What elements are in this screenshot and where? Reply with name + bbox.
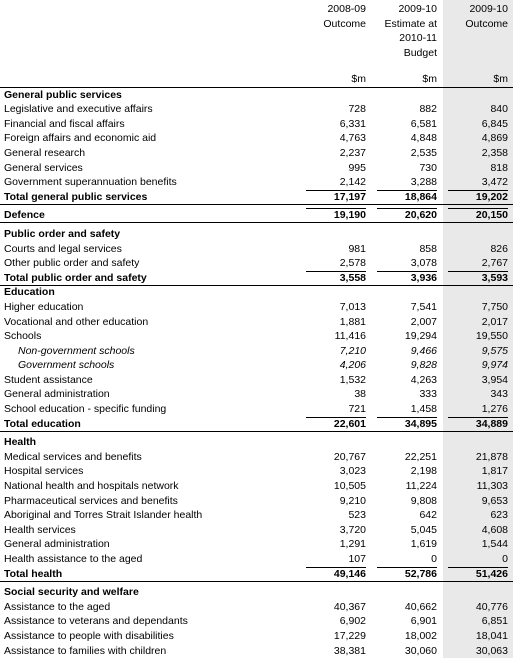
table-header <box>0 0 513 72</box>
column-year: 2008-09 <box>327 3 366 15</box>
value-cell: 3,593 <box>481 271 508 284</box>
value-cell: 20,620 <box>404 209 437 222</box>
row-label: Medical services and benefits <box>4 450 142 463</box>
value-cell: 858 <box>419 242 437 255</box>
value-cell: 18,002 <box>404 629 437 642</box>
value-cell: 30,060 <box>404 644 437 657</box>
value-cell: 11,303 <box>476 480 508 493</box>
row-label: Government superannuation benefits <box>4 176 177 189</box>
value-cell: 9,575 <box>481 344 508 357</box>
value-cell: 22,251 <box>404 450 437 463</box>
total-rule <box>306 567 366 568</box>
value-cell: 2,767 <box>481 257 508 270</box>
total-rule <box>448 208 508 209</box>
value-cell: 4,869 <box>481 132 508 145</box>
value-cell: 40,367 <box>333 600 366 613</box>
total-underline <box>0 204 513 205</box>
table-row <box>0 146 513 161</box>
table-row <box>0 464 513 479</box>
column-subtitle: Outcome <box>323 17 366 30</box>
value-cell: 728 <box>348 103 366 116</box>
value-cell: 343 <box>490 388 508 401</box>
column-subtitle: Outcome <box>465 17 508 30</box>
value-cell: 1,276 <box>481 403 508 416</box>
total-row <box>0 567 513 582</box>
table-row <box>0 523 513 538</box>
value-cell: 9,974 <box>481 359 508 372</box>
table-body <box>0 88 513 658</box>
total-rule <box>306 208 366 209</box>
total-rule <box>377 567 437 568</box>
row-label: General administration <box>4 538 110 551</box>
row-label: Aboriginal and Torres Strait Islander health <box>4 509 203 522</box>
row-label: Health assistance to the aged <box>4 553 143 565</box>
value-cell: 17,229 <box>333 629 366 642</box>
value-cell: 20,767 <box>333 450 366 463</box>
total-underline <box>0 581 513 582</box>
value-cell: 6,581 <box>410 117 437 130</box>
value-cell: 882 <box>419 103 437 116</box>
row-label: Government schools <box>18 359 115 372</box>
total-row <box>0 271 513 286</box>
value-cell: 18,041 <box>475 629 508 642</box>
total-rule <box>377 417 437 418</box>
total-rule <box>306 190 366 191</box>
value-cell: 6,902 <box>339 615 366 628</box>
row-label: General administration <box>4 388 110 401</box>
total-rule <box>448 271 508 272</box>
total-rule <box>448 190 508 191</box>
row-label: Health services <box>4 523 76 536</box>
value-cell: 4,848 <box>410 132 437 145</box>
value-cell: 49,146 <box>333 567 366 580</box>
value-cell: 34,889 <box>475 417 508 430</box>
table-row <box>0 344 513 359</box>
row-label: Hospital services <box>4 465 84 478</box>
table-row <box>0 175 513 190</box>
row-label: Assistance to veterans and dependants <box>4 615 188 628</box>
value-cell: 3,954 <box>481 373 508 386</box>
value-cell: 840 <box>490 103 508 116</box>
table-row <box>0 508 513 523</box>
value-cell: 22,601 <box>333 417 366 430</box>
value-cell: 7,541 <box>410 300 437 313</box>
value-cell: 6,845 <box>481 117 508 130</box>
value-cell: 10,505 <box>333 480 366 493</box>
value-cell: 2,535 <box>410 146 437 159</box>
table-row <box>0 373 513 388</box>
total-rule <box>377 271 437 272</box>
value-cell: 107 <box>348 553 366 565</box>
table-row <box>0 131 513 146</box>
row-label: Social security and welfare <box>4 586 139 599</box>
row-label: Assistance to the aged <box>4 600 111 613</box>
row-label: Vocational and other education <box>4 315 149 328</box>
value-cell: 4,206 <box>339 359 366 372</box>
total-rule <box>448 567 508 568</box>
value-cell: 51,426 <box>475 567 508 580</box>
table-row <box>0 644 513 658</box>
section-heading-row <box>0 585 513 600</box>
value-cell: 7,210 <box>339 344 366 357</box>
unit-label: $m <box>422 73 437 85</box>
value-cell: 1,881 <box>339 315 366 328</box>
value-cell: 2,198 <box>410 465 437 478</box>
row-label: Total health <box>4 567 63 580</box>
value-cell: 9,828 <box>410 359 437 372</box>
row-label: Other public order and safety <box>4 257 140 270</box>
value-cell: 1,458 <box>410 403 437 416</box>
value-cell: 333 <box>419 388 437 401</box>
value-cell: 38,381 <box>333 644 366 657</box>
value-cell: 2,007 <box>410 315 437 328</box>
value-cell: 3,288 <box>410 176 437 189</box>
column-year: 2009-10 <box>398 3 437 15</box>
value-cell: 6,901 <box>410 615 437 628</box>
total-rule <box>377 208 437 209</box>
section-heading-row <box>0 227 513 242</box>
value-cell: 19,202 <box>475 190 508 203</box>
row-label: Health <box>4 436 37 449</box>
value-cell: 20,150 <box>475 209 508 222</box>
value-cell: 38 <box>354 388 366 401</box>
value-cell: 21,878 <box>475 450 508 463</box>
value-cell: 721 <box>348 403 366 416</box>
value-cell: 2,237 <box>339 146 366 159</box>
total-row <box>0 208 513 223</box>
value-cell: 11,416 <box>334 330 366 343</box>
value-cell: 19,190 <box>333 209 366 222</box>
value-cell: 7,750 <box>481 300 508 313</box>
total-underline <box>0 222 513 223</box>
unit-label: $m <box>493 73 508 85</box>
table-row <box>0 614 513 629</box>
row-label: Public order and safety <box>4 227 121 240</box>
value-cell: 623 <box>490 509 508 522</box>
table-row <box>0 256 513 271</box>
column-header-2008-09 <box>306 2 366 31</box>
column-header-2009-10-estimate <box>377 2 437 60</box>
value-cell: 3,558 <box>339 271 366 284</box>
row-label: Pharmaceutical services and benefits <box>4 494 178 507</box>
value-cell: 3,078 <box>410 257 437 270</box>
value-cell: 19,294 <box>404 330 437 343</box>
value-cell: 0 <box>431 553 437 565</box>
value-cell: 730 <box>419 161 437 174</box>
value-cell: 1,544 <box>481 538 508 551</box>
table-row <box>0 161 513 176</box>
value-cell: 9,653 <box>481 494 508 507</box>
value-cell: 2,578 <box>339 257 366 270</box>
row-label: Non-government schools <box>18 344 135 357</box>
row-label: Schools <box>4 330 42 343</box>
value-cell: 981 <box>348 242 366 255</box>
table-row <box>0 537 513 552</box>
row-label: School education - specific funding <box>4 403 167 416</box>
row-label: General services <box>4 161 83 174</box>
total-rule <box>306 417 366 418</box>
value-cell: 4,263 <box>410 373 437 386</box>
value-cell: 1,817 <box>481 465 508 478</box>
table-row <box>0 402 513 417</box>
value-cell: 7,013 <box>339 300 366 313</box>
value-cell: 17,197 <box>333 190 366 203</box>
value-cell: 2,358 <box>481 146 508 159</box>
value-cell: 3,023 <box>339 465 366 478</box>
table-row <box>0 117 513 132</box>
column-year: 2009-10 <box>469 3 508 15</box>
value-cell: 9,466 <box>410 344 437 357</box>
section-heading-row <box>0 88 513 103</box>
row-label: Education <box>4 286 55 299</box>
total-rule <box>377 190 437 191</box>
value-cell: 2,017 <box>481 315 508 328</box>
value-cell: 18,864 <box>404 190 437 203</box>
total-rule <box>448 417 508 418</box>
table-row <box>0 450 513 465</box>
row-label: Total general public services <box>4 190 148 203</box>
table-row <box>0 358 513 373</box>
table-row <box>0 479 513 494</box>
value-cell: 995 <box>348 161 366 174</box>
table-row <box>0 600 513 615</box>
value-cell: 523 <box>348 509 366 522</box>
value-cell: 4,608 <box>481 523 508 536</box>
value-cell: 3,720 <box>339 523 366 536</box>
row-label: Total education <box>4 417 81 430</box>
value-cell: 11,224 <box>405 480 437 493</box>
value-cell: 818 <box>490 161 508 174</box>
value-cell: 9,808 <box>410 494 437 507</box>
value-cell: 19,550 <box>475 330 508 343</box>
row-label: Defence <box>4 209 45 222</box>
total-rule <box>306 271 366 272</box>
table-row <box>0 315 513 330</box>
value-cell: 9,210 <box>339 494 366 507</box>
value-cell: 3,936 <box>410 271 437 284</box>
value-cell: 34,895 <box>404 417 437 430</box>
row-label: Assistance to people with disabilities <box>4 629 174 642</box>
row-label: Courts and legal services <box>4 242 122 255</box>
value-cell: 2,142 <box>339 176 366 189</box>
column-subtitle: Budget <box>403 46 437 59</box>
units-row <box>0 72 513 88</box>
total-row <box>0 190 513 205</box>
row-label: National health and hospitals network <box>4 480 179 493</box>
value-cell: 826 <box>490 242 508 255</box>
value-cell: 642 <box>419 509 437 522</box>
row-label: Legislative and executive affairs <box>4 103 153 116</box>
value-cell: 3,472 <box>481 176 508 189</box>
column-header-2009-10-outcome <box>448 2 508 31</box>
value-cell: 52,786 <box>404 567 437 580</box>
value-cell: 4,763 <box>339 132 366 145</box>
row-label: General public services <box>4 88 122 101</box>
row-label: Higher education <box>4 300 84 313</box>
row-label: Student assistance <box>4 373 93 386</box>
value-cell: 6,331 <box>339 117 366 130</box>
row-label: Total public order and safety <box>4 271 147 284</box>
table-row <box>0 300 513 315</box>
row-label: Assistance to families with children <box>4 644 167 657</box>
table-row <box>0 494 513 509</box>
column-subtitle: 2010-11 <box>399 32 437 45</box>
row-label: Financial and fiscal affairs <box>4 117 125 130</box>
section-heading-row <box>0 285 513 300</box>
section-heading-row <box>0 435 513 450</box>
value-cell: 0 <box>502 553 508 565</box>
total-row <box>0 417 513 432</box>
table-row <box>0 552 513 567</box>
column-subtitle: Estimate at <box>384 17 437 30</box>
row-label: General research <box>4 146 86 159</box>
total-underline <box>0 431 513 432</box>
value-cell: 6,851 <box>481 615 508 628</box>
value-cell: 5,045 <box>410 523 437 536</box>
value-cell: 40,776 <box>475 600 508 613</box>
value-cell: 30,063 <box>475 644 508 657</box>
value-cell: 1,532 <box>339 373 366 386</box>
table-row <box>0 329 513 344</box>
value-cell: 1,291 <box>339 538 366 551</box>
table-row <box>0 102 513 117</box>
table-row <box>0 629 513 644</box>
value-cell: 1,619 <box>410 538 437 551</box>
table-row <box>0 242 513 257</box>
table-row <box>0 387 513 402</box>
unit-label: $m <box>351 73 366 85</box>
value-cell: 40,662 <box>404 600 437 613</box>
row-label: Foreign affairs and economic aid <box>4 132 157 145</box>
